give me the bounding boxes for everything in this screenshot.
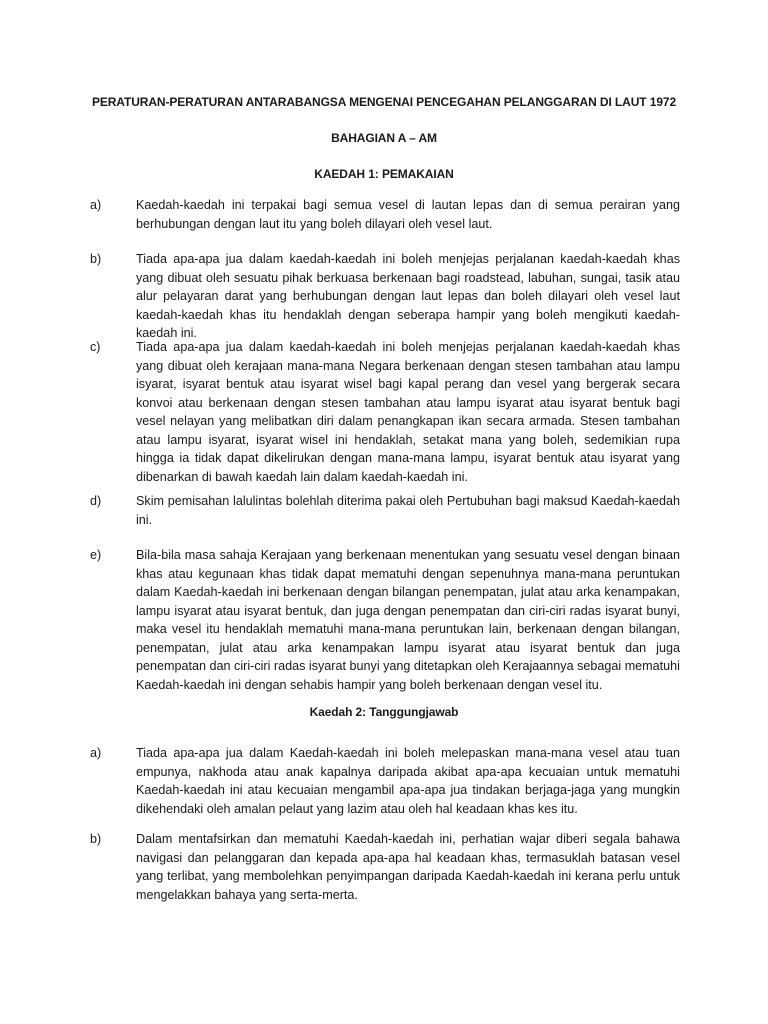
rule-2-item-a <box>90 744 680 818</box>
rule-1-item-b <box>90 250 680 343</box>
item-marker: b) <box>90 252 102 266</box>
document-title: PERATURAN-PERATURAN ANTARABANGSA MENGENAI PENCEGAHAN PELANGGARAN DI LAUT 1972 <box>91 95 677 109</box>
rule-1-item-c <box>90 338 680 486</box>
item-text: Tiada apa-apa jua dalam kaedah-kaedah ini boleh menjejas perjalanan kaedah-kaedah khas yang dibuat oleh kerajaan mana-mana Negara berkenaan dengan stesen tambahan atau lampu isyarat, isyarat bentuk atau isyarat wisel bagi kapal perang dan vesel yang bergerak secara konvoi atau berkenaan dengan stesen tambahan atau lampu isyarat atau isyarat bentuk bagi vesel nelayan yang melibatkan diri dalam penangkapan ikan secara armada. Stesen tambahan atau lampu isyarat, isyarat wisel ini hendaklah, setakat mana yang boleh, sedemikian rupa hingga ia tidak dapat dikelirukan dengan mana-mana lampu, isyarat bentuk atau isyarat yang dibenarkan di bawah kaedah lain dalam kaedah-kaedah ini. <box>136 340 680 484</box>
rule-2-item-b <box>90 830 680 904</box>
rule-1-item-d <box>90 492 680 529</box>
rule-1-item-e <box>90 546 680 694</box>
item-marker: b) <box>90 832 102 846</box>
item-text: Tiada apa-apa jua dalam kaedah-kaedah ini boleh menjejas perjalanan kaedah-kaedah khas yang dibuat oleh sesuatu pihak berkuasa berkenaan bagi roadstead, labuhan, sungai, tasik atau alur pelayaran darat yang berhubungan dengan laut lepas dan boleh dilayari oleh vesel laut kaedah-kaedah khas itu hendaklah dengan seberapa hampir yang boleh mengikuti kaedah-kaedah ini. <box>136 252 680 340</box>
item-text: Kaedah-kaedah ini terpakai bagi semua vesel di lautan lepas dan di semua perairan yang berhubungan dengan laut itu yang boleh dilayari oleh vesel laut. <box>136 198 680 231</box>
item-marker: a) <box>90 746 102 760</box>
item-marker: a) <box>90 198 102 212</box>
rule-1-item-a <box>90 196 680 233</box>
item-text: Tiada apa-apa jua dalam Kaedah-kaedah ini boleh melepaskan mana-mana vesel atau tuan empunya, nakhoda atau anak kapalnya daripada akibat apa-apa kecuaian untuk mematuhi Kaedah-kaedah ini atau kecuaian mengambil apa-apa jua tindakan berjaga-jaga yang mungkin dikehendaki oleh amalan pelaut yang lazim atau oleh hal keadaan khas kes itu. <box>136 746 680 816</box>
item-text: Bila-bila masa sahaja Kerajaan yang berkenaan menentukan yang sesuatu vesel dengan binaan khas atau kegunaan khas tidak dapat mematuhi dengan sepenuhnya mana-mana peruntukan dalam Kaedah-kaedah ini berkenaan dengan bilangan penempatan, julat atau arka kenampakan, lampu isyarat atau isyarat bentuk, dan juga dengan penempatan dan ciri-ciri radas isyarat bunyi, maka vesel itu hendaklah mematuhi mana-mana peruntukan lain, berkenaan dengan bilangan, penempatan, julat atau arka kenampakan lampu isyarat atau isyarat bentuk dan juga penempatan dan ciri-ciri radas isyarat bunyi yang ditetapkan oleh Kerajaannya sebagai mematuhi Kaedah-kaedah ini dengan sehabis hampir yang boleh berkenaan dengan vesel itu. <box>136 548 680 692</box>
item-marker: e) <box>90 548 102 562</box>
item-text: Skim pemisahan lalulintas bolehlah diterima pakai oleh Pertubuhan bagi maksud Kaedah-kaedah ini. <box>136 494 680 527</box>
item-text: Dalam mentafsirkan dan mematuhi Kaedah-kaedah ini, perhatian wajar diberi segala bahawa navigasi dan pelanggaran dan kepada apa-apa hal keadaan khas, termasuklah batasan vesel yang terlibat, yang membolehkan penyimpangan daripada Kaedah-kaedah ini kerana perlu untuk mengelakkan bahaya yang serta-merta. <box>136 832 680 902</box>
item-marker: c) <box>90 340 101 354</box>
part-heading: BAHAGIAN A – AM <box>331 131 437 145</box>
rule-1-heading: KAEDAH 1: PEMAKAIAN <box>314 167 454 181</box>
rule-2-heading: Kaedah 2: Tanggungjawab <box>309 705 459 719</box>
item-marker: d) <box>90 494 102 508</box>
